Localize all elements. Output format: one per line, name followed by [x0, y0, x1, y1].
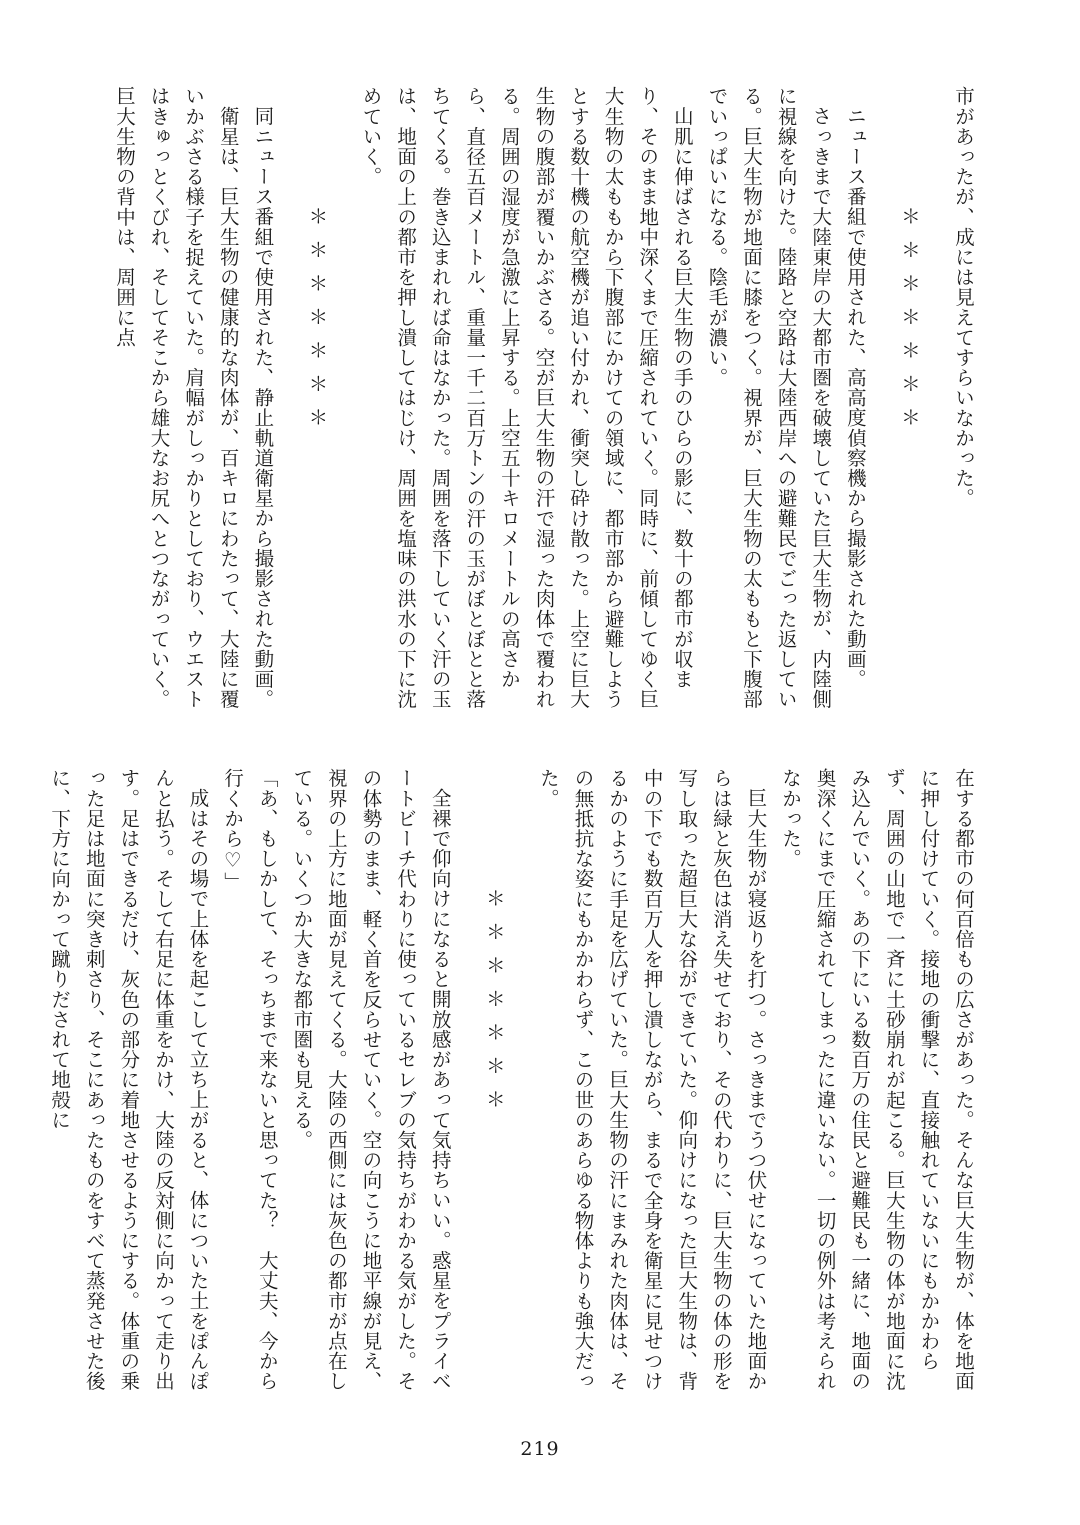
- top-section-separator: ＊＊＊＊＊＊＊: [897, 206, 921, 441]
- top-blank-line: [872, 86, 892, 726]
- bottom-text-block: [48, 768, 980, 1408]
- top-paragraph: 衛星は、巨大生物の健康的な肉体が、百キロにわたって、大陸に覆いかぶさる様子を捉えていた。肩幅がしっかりとしており、ウエストはきゅっとくびれ、そしてそこから雄大なお尻へとつながっていく。巨大生物の背中は、周囲に点: [112, 86, 240, 710]
- top-text-block: [112, 86, 980, 726]
- top-paragraph: さっきまで大陸東岸の大都市圏を破壊していた巨大生物が、内陸側に視線を向けた。陸路と空路は大陸西岸への避難民でごった返している。巨大生物が地面に膝をつく。視界が、巨大生物の太ももと下腹部でいっぱいになる。陰毛が濃い。: [705, 86, 833, 710]
- vertical-text-top: [112, 86, 980, 726]
- top-paragraph: ニュース番組で使用された、高高度偵察機から撮影された動画。: [843, 105, 867, 689]
- top-paragraph: 山肌に伸ばされる巨大生物の手のひらの影に、数十の都市が収まり、そのまま地中深くまで圧縮されていく。同時に、前傾してゆく巨大生物の太ももから下腹部にかけての領域に、都市部から避難しようとする数十機の航空機が追い付かれ、衝突し砕け散った。上空に巨大生物の腹部が覆いかぶさる。空が巨大生物の汗で湿った肉体で覆われる。周囲の湿度が急激に上昇する。上空五十キロメートルの高さから、直径五百メートル、重量一千二百万トンの汗の玉がぼとぼとと落ちてくる。巻き込まれれば命はなかった。周囲を落下していく汗の玉は、地面の上の都市を押し潰してはじけ、周囲を塩味の洪水の下に沈めていく。: [359, 86, 694, 710]
- top-paragraph: 市があったが、成には見えてすらいなかった。: [952, 86, 975, 509]
- bottom-paragraph: 在する都市の何百倍もの広さがあった。そんな巨大生物が、体を地面に押し付けていく。接地の衝撃に、直接触れていないにもかかわらず、周囲の山地で一斉に土砂崩れが起こる。巨大生物の体が地面に沈み込んでいく。あの下にいる数百万の住民と避難民も一緒に、地面の奥深くにまで圧縮されてしまったに違いない。一切の例外は考えられなかった。: [779, 768, 975, 1392]
- bottom-paragraph: 全裸で仰向けになると開放感があって気持ちいい。惑星をプライベートビーチ代わりに使っているセレブの気持ちがわかる気がした。その体勢のまま、軽く首を反らせていく。空の向こうに地平線が見え、視界の上方に地面が見えてくる。大陸の西側には灰色の都市が点在している。いくつか大きな都市圏も見える。: [290, 768, 452, 1392]
- bottom-section-separator: ＊＊＊＊＊＊＊: [482, 888, 506, 1123]
- page-number: 219: [520, 1438, 560, 1460]
- bottom-paragraph: 成はその場で上体を起こして立ち上がると、体についた土をぽんぽんと払う。そして右足に体重をかけ、大陸の反対側に向かって走り出す。足はできるだけ、灰色の部分に着地させるようにする。体重の乗った足は地面に突き刺さり、そこにあったものをすべて蒸発させた後に、下方に向かって蹴りだされて地殻に: [48, 768, 210, 1392]
- top-blank-line: [333, 86, 353, 726]
- top-section-separator: ＊＊＊＊＊＊＊: [305, 206, 329, 441]
- bottom-blank-line: [511, 768, 531, 1408]
- top-blank-line: [926, 86, 946, 726]
- bottom-paragraph: 巨大生物が寝返りを打つ。さっきまでうつ伏せになっていた地面からは緑と灰色は消え失せており、その代わりに、巨大生物の体の形を写し取った超巨大な谷ができていた。仰向けになった巨大生物は、背中の下でも数百万人を押し潰しながら、まるで全身を衛星に見せつけるかのように手足を広げていた。巨大生物の汗にまみれた肉体は、その無抵抗な姿にもかかわらず、この世のあらゆる物体よりも強大だった。: [536, 768, 768, 1392]
- bottom-paragraph: 「あ、もしかして、そっちまで来ないと思ってた？ 大丈夫、今から行くから♡」: [221, 768, 279, 1392]
- vertical-text-bottom: [48, 768, 980, 1408]
- top-blank-line: [279, 86, 299, 726]
- top-paragraph: 同ニュース番組で使用された、静止軌道衛星から撮影された動画。: [251, 105, 275, 709]
- bottom-blank-line: [457, 768, 477, 1408]
